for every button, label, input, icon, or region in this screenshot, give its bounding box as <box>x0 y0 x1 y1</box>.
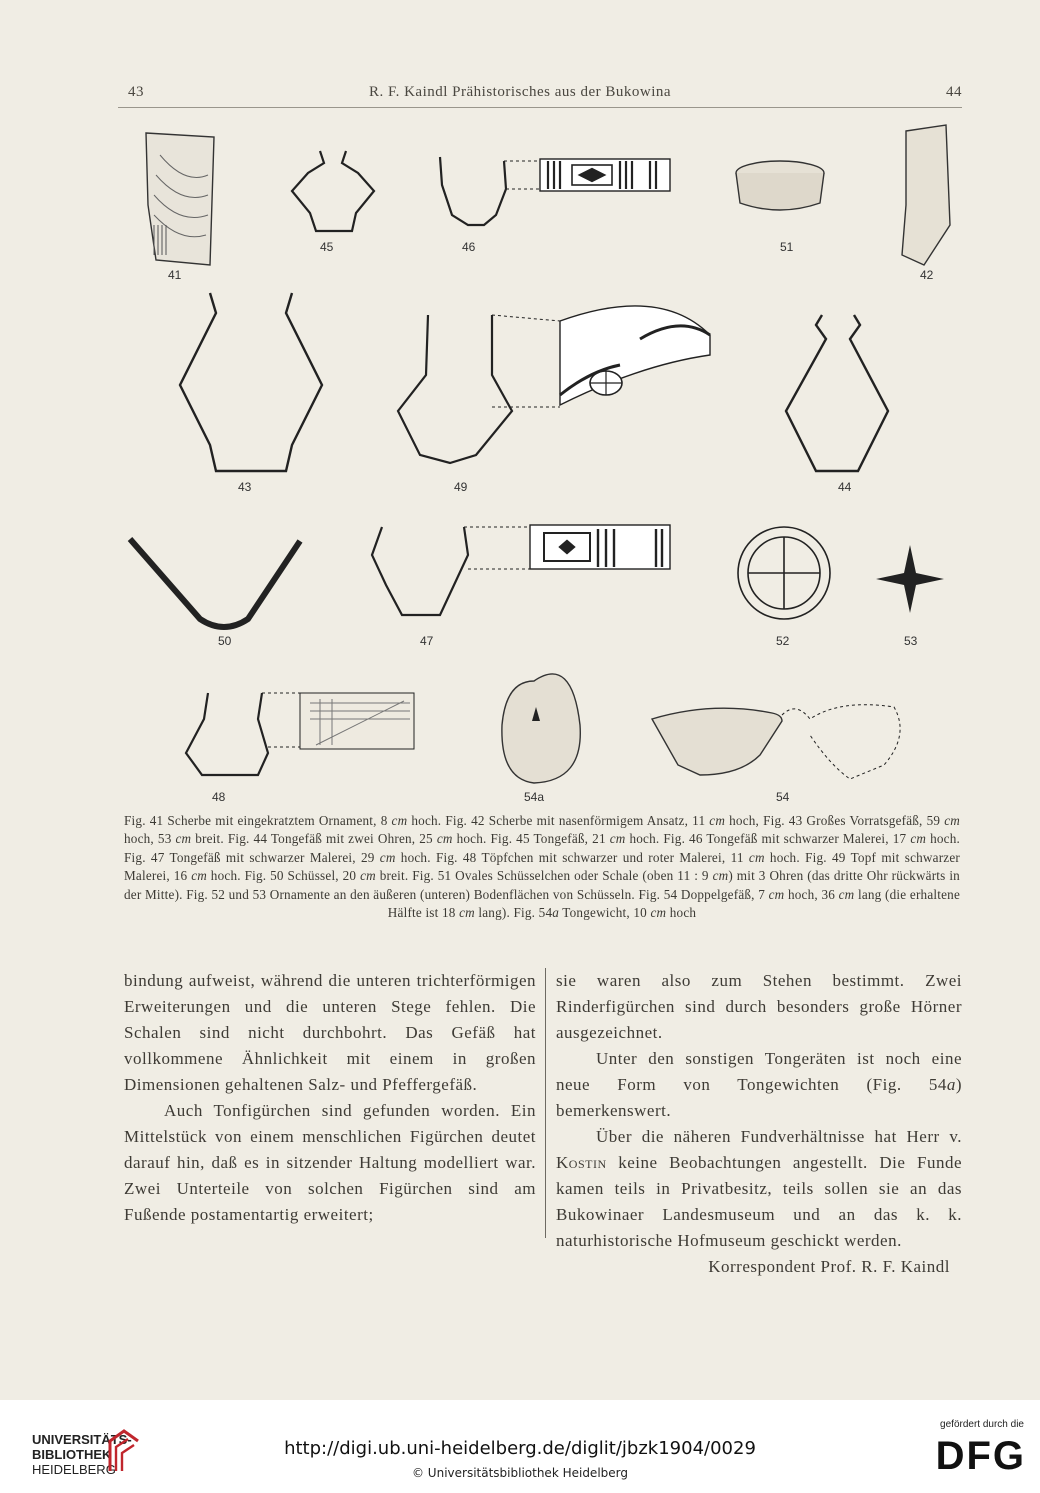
figure-caption: Fig. 41 Scherbe mit eingekratztem Ornament, 8 cm hoch. Fig. 42 Scherbe mit nasenförmigem Ansatz, 11 cm hoch, Fig. 43 Großes Vorratsgefäß, 59 cm hoch, 53 cm breit. Fig. 44 Tongefäß mit zwei Ohren, 25 cm hoch. Fig. 45 Tongefäß, 21 cm hoch. Fig. 46 Tongefäß mit schwarzer Malerei, 17 cm hoch. Fig. 47 Tongefäß mit schwarzer Malerei, 29 cm hoch. Fig. 48 Töpfchen mit schwarzer und roter Malerei, 11 cm hoch. Fig. 49 Topf mit schwarzer Malerei, 16 cm hoch. Fig. 50 Schüssel, 20 cm breit. Fig. 51 Ovales Schüsselchen oder Schale (oben 11 : 9 cm) mit 3 Ohren (das dritte Ohr rückwärts in der Mitte). Fig. 52 und 53 Ornamente an den äußeren (unteren) Bodenflächen von Schüsseln. Fig. 54 Doppelgefäß, 7 cm hoch, 36 cm lang (die erhaltene Hälfte ist 18 cm lang). Fig. 54a Tongewicht, 10 cm hoch <box>124 813 961 921</box>
fig-43-vessel <box>180 293 322 471</box>
fig-num-48: 48 <box>212 790 226 804</box>
fig-44-vessel <box>786 315 888 471</box>
dfg-logo[interactable]: DFG <box>935 1434 1026 1478</box>
figure-plate <box>120 115 960 805</box>
paragraph: Auch Tonfigürchen sind gefunden worden. Ein Mittelstück von einem menschlichen Figürchen deutet darauf hin, daß es in sitzender Haltung modelliert war. Zwei Unterteile von solchen Figürchen sind am Fußende postamentartig erweitert; <box>124 1101 536 1224</box>
fig-num-47: 47 <box>420 634 434 648</box>
fig-42-sherd <box>902 125 950 265</box>
fig-54a-weight <box>502 674 580 783</box>
text-column-right <box>556 968 962 1280</box>
fig-46-vessel <box>440 157 670 225</box>
fig-num-43: 43 <box>238 480 252 494</box>
fig-54-double-vessel <box>652 705 900 779</box>
fig-52-ornament <box>738 527 830 619</box>
fig-50-bowl <box>130 539 300 627</box>
copyright-notice: © Universitätsbibliothek Heidelberg <box>411 1466 628 1480</box>
fig-num-54a: 54a <box>524 790 545 804</box>
fig-49-vessel <box>398 306 710 463</box>
permalink-url[interactable]: http://digi.ub.uni-heidelberg.de/diglit/jbzk1904/0029 <box>284 1438 756 1459</box>
paragraph: Unter den sonstigen Tongeräten ist noch eine neue Form von Tongewichten (Fig. 54a) bemerkenswert. <box>556 1049 962 1120</box>
running-header: R. F. Kaindl Prähistorisches aus der Bukowina <box>368 84 672 100</box>
fig-num-50: 50 <box>218 634 232 648</box>
fig-53-ornament <box>876 545 944 613</box>
paragraph: sie waren also zum Stehen bestimmt. Zwei Rinderfigürchen sind durch besonders große Hörner ausgezeichnet. <box>556 971 962 1042</box>
page-number-left: 43 <box>128 84 144 100</box>
fig-51-bowl <box>736 161 824 210</box>
header-rule <box>118 107 962 108</box>
fig-num-41: 41 <box>168 268 182 282</box>
fig-48-vessel <box>186 693 414 775</box>
fig-num-44: 44 <box>838 480 852 494</box>
funding-note: gefördert durch die <box>940 1419 1024 1430</box>
fig-num-54: 54 <box>776 790 790 804</box>
fig-num-45: 45 <box>320 240 334 254</box>
fig-num-42: 42 <box>920 268 934 282</box>
fig-num-51: 51 <box>780 240 794 254</box>
fig-45-vessel <box>292 151 374 231</box>
page-number-right: 44 <box>946 84 962 100</box>
fig-41-sherd <box>146 133 214 265</box>
column-divider <box>545 968 546 1238</box>
fig-num-46: 46 <box>462 240 476 254</box>
fig-num-53: 53 <box>904 634 918 648</box>
fig-num-52: 52 <box>776 634 790 648</box>
fig-num-49: 49 <box>454 480 468 494</box>
signature-line: Korrespondent Prof. R. F. Kaindl <box>708 1257 950 1276</box>
fig-47-vessel <box>372 525 670 615</box>
library-logo[interactable]: UNIVERSITÄTS- BIBLIOTHEK HEIDELBERG <box>32 1432 132 1477</box>
paragraph: Über die näheren Fundverhältnisse hat Herr v. Kostin keine Beobachtungen angestellt. Die Funde kamen teils in Privatbesitz, teils sollen sie an das Bukowinaer Landesmuseum und an das k. k. naturhistorische Hofmuseum geschickt werden. <box>556 1127 962 1250</box>
paragraph: bindung aufweist, während die unteren trichterförmigen Erweiterungen und die unteren Stege fehlen. Die Schalen sind nicht durchbohrt. Das Gefäß hat vollkommene Ähnlichkeit mit einem in großen Dimensionen gehaltenen Salz- und Pfeffergefäß. <box>124 971 536 1094</box>
text-column-left <box>124 968 536 1228</box>
